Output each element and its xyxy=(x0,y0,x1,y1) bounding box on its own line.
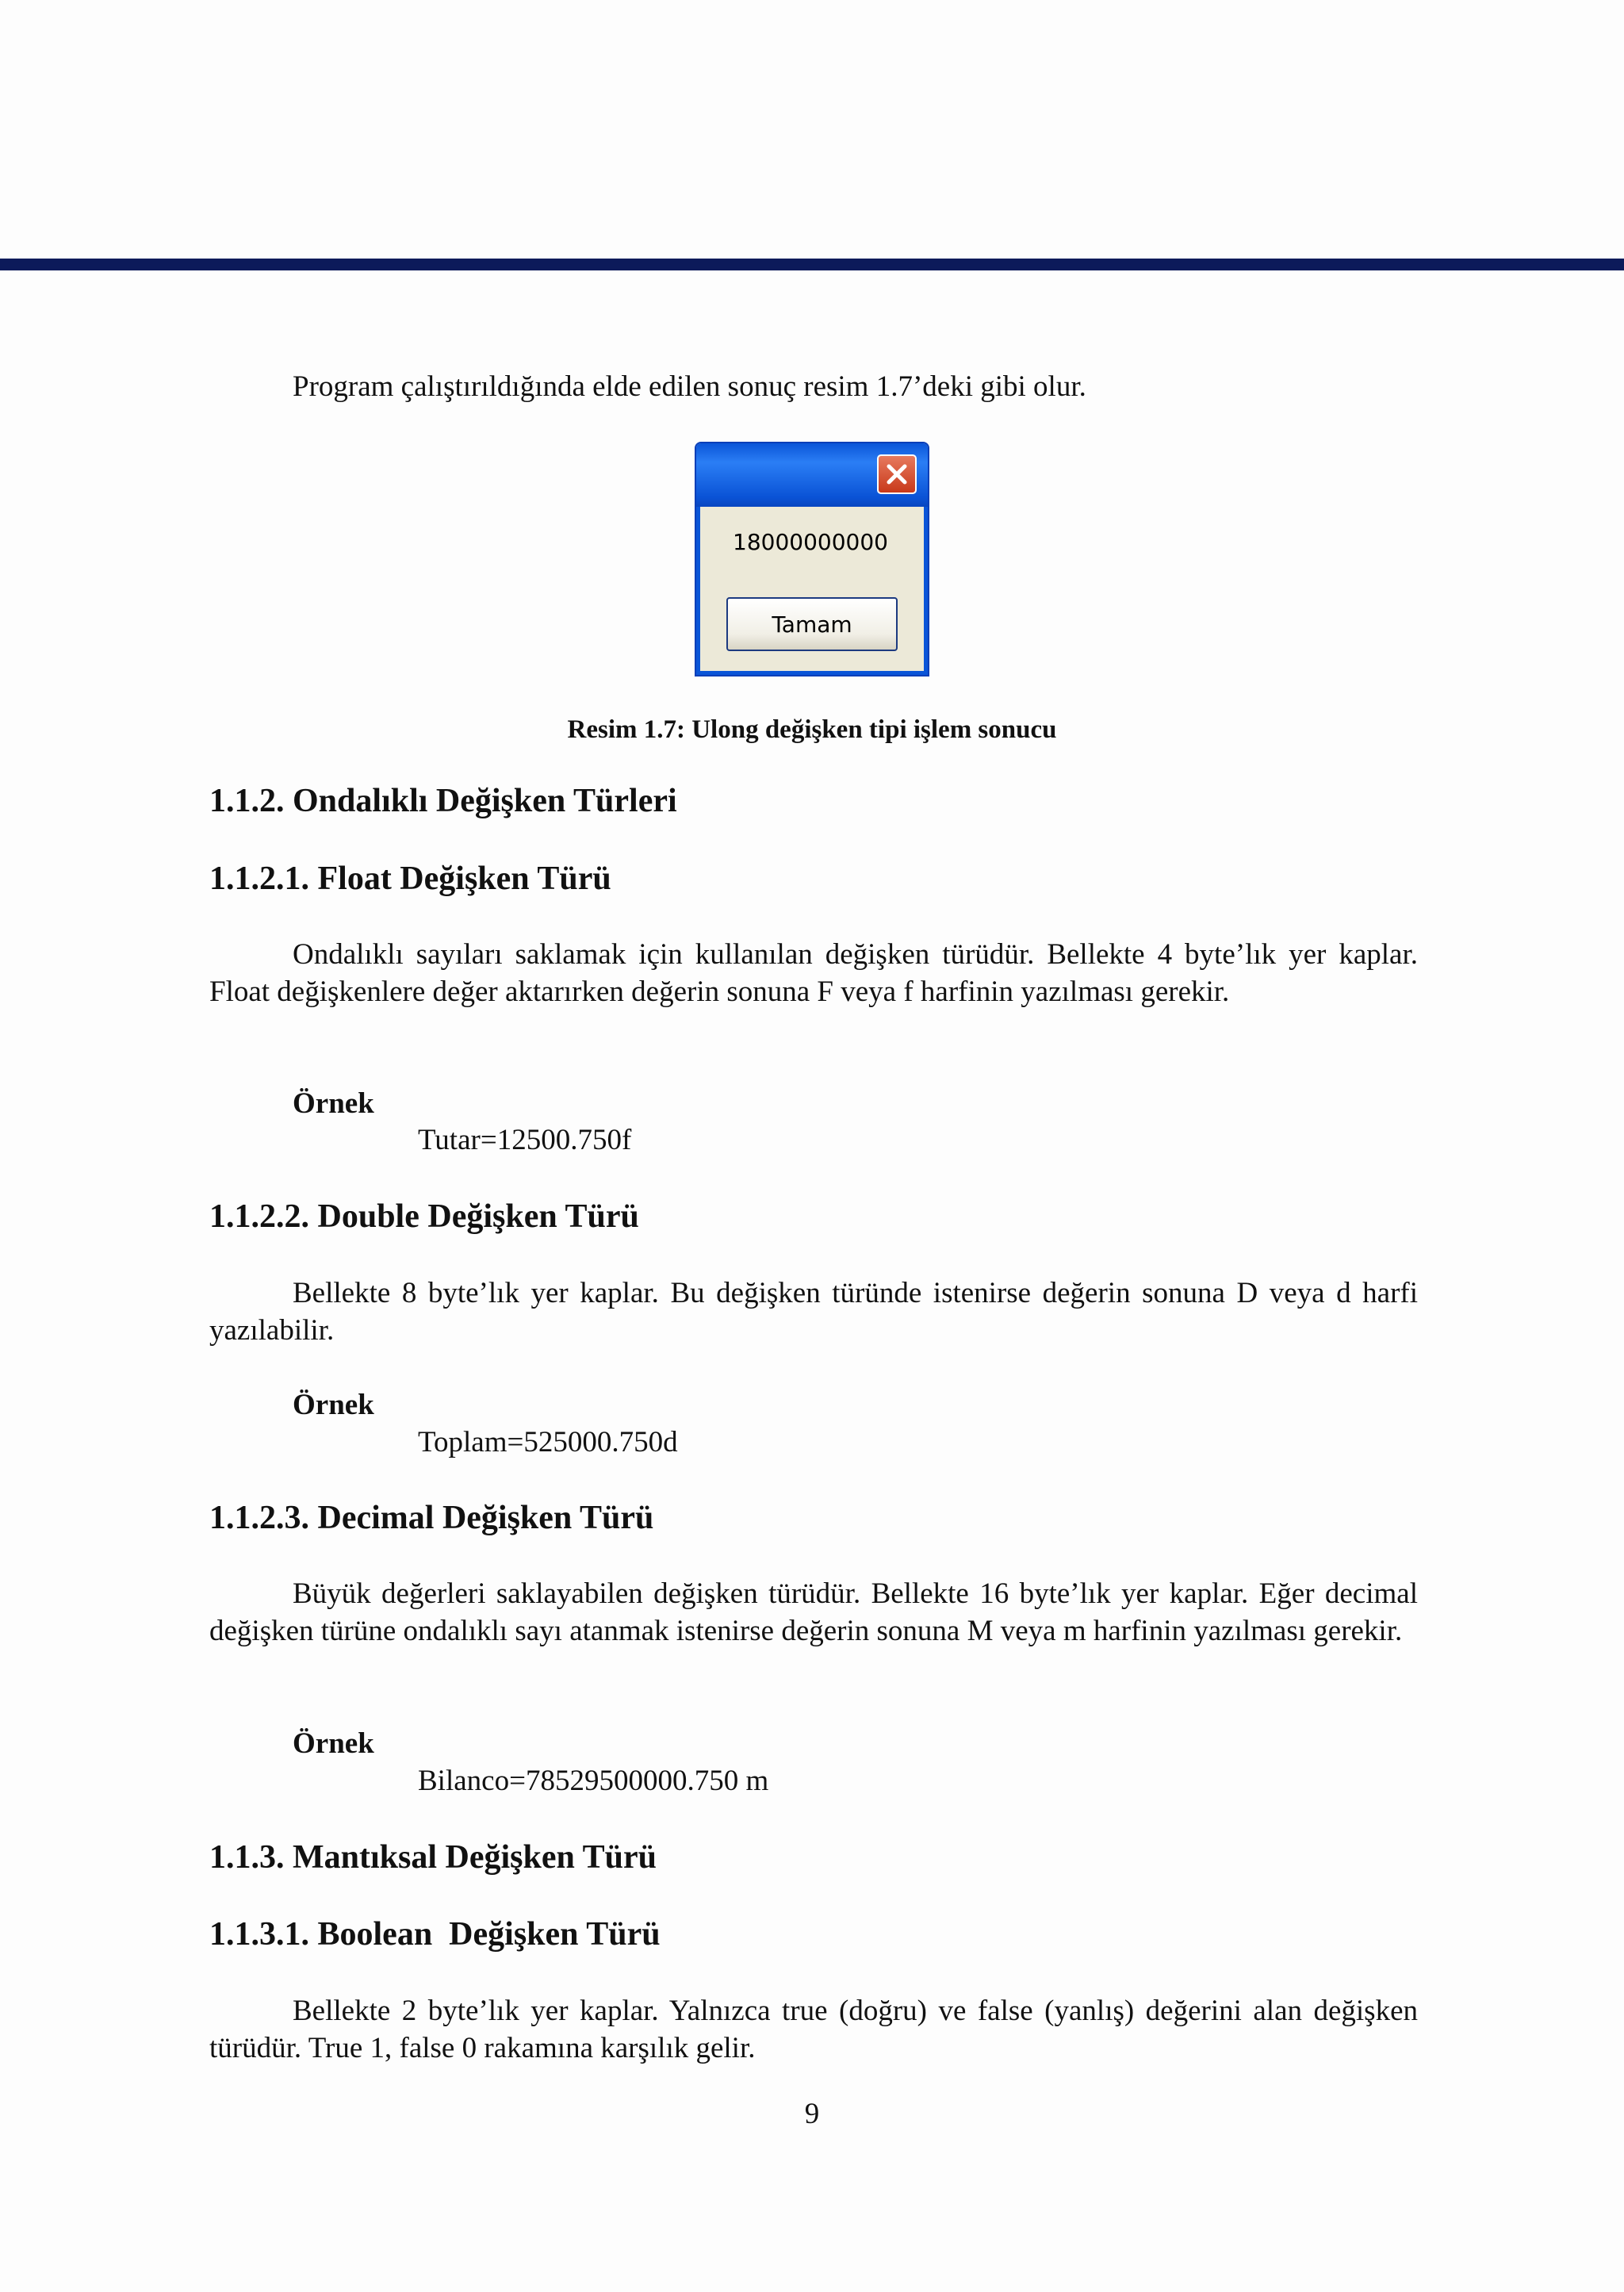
example-label: Örnek xyxy=(293,1087,374,1120)
example-label: Örnek xyxy=(293,1727,374,1760)
paragraph-decimal: Büyük değerleri saklayabilen değişken türüdür. Bellekte 16 byte’lık yer kaplar. Eğer decimal değişken türüne ondalıklı sayı atanmak istenirse değerin sonuna M veya m harfinin yazılması gerekir. xyxy=(209,1577,1418,1647)
page-number: 9 xyxy=(804,2098,820,2130)
intro-paragraph: Program çalıştırıldığında elde edilen sonuç resim 1.7’deki gibi olur. xyxy=(293,370,1086,403)
heading-1-1-2-3: 1.1.2.3. Decimal Değişken Türü xyxy=(209,1500,654,1536)
header-rule xyxy=(0,259,1624,270)
example-code: Toplam=525000.750d xyxy=(418,1426,678,1458)
figure-caption: Resim 1.7: Ulong değişken tipi işlem sonucu xyxy=(567,715,1057,744)
paragraph-boolean: Bellekte 2 byte’lık yer kaplar. Yalnızca true (doğru) ve false (yanlış) değerini alan değişken türüdür. True 1, false 0 rakamına karşılık gelir. xyxy=(209,1995,1418,2064)
heading-1-1-2: 1.1.2. Ondalıklı Değişken Türleri xyxy=(209,783,677,819)
message-box-dialog xyxy=(695,442,929,676)
heading-1-1-3-1: 1.1.3.1. Boolean Değişken Türü xyxy=(209,1916,661,1953)
dialog-message: 18000000000 xyxy=(733,529,888,555)
heading-1-1-2-2: 1.1.2.2. Double Değişken Türü xyxy=(209,1198,639,1235)
close-icon[interactable] xyxy=(877,454,917,494)
heading-1-1-3: 1.1.3. Mantıksal Değişken Türü xyxy=(209,1839,657,1876)
example-label: Örnek xyxy=(293,1389,374,1421)
ok-button[interactable]: Tamam xyxy=(726,597,898,651)
example-code: Tutar=12500.750f xyxy=(418,1124,632,1156)
example-code: Bilanco=78529500000.750 m xyxy=(418,1765,769,1797)
paragraph-float: Ondalıklı sayıları saklamak için kullanılan değişken türüdür. Bellekte 4 byte’lık yer kaplar. Float değişkenlere değer aktarırken değerin sonuna F veya f harfinin yazılması gerekir. xyxy=(209,938,1418,1008)
heading-1-1-2-1: 1.1.2.1. Float Değişken Türü xyxy=(209,860,611,897)
paragraph-double: Bellekte 8 byte’lık yer kaplar. Bu değişken türünde istenirse değerin sonuna D veya d harfi yazılabilir. xyxy=(209,1277,1418,1347)
